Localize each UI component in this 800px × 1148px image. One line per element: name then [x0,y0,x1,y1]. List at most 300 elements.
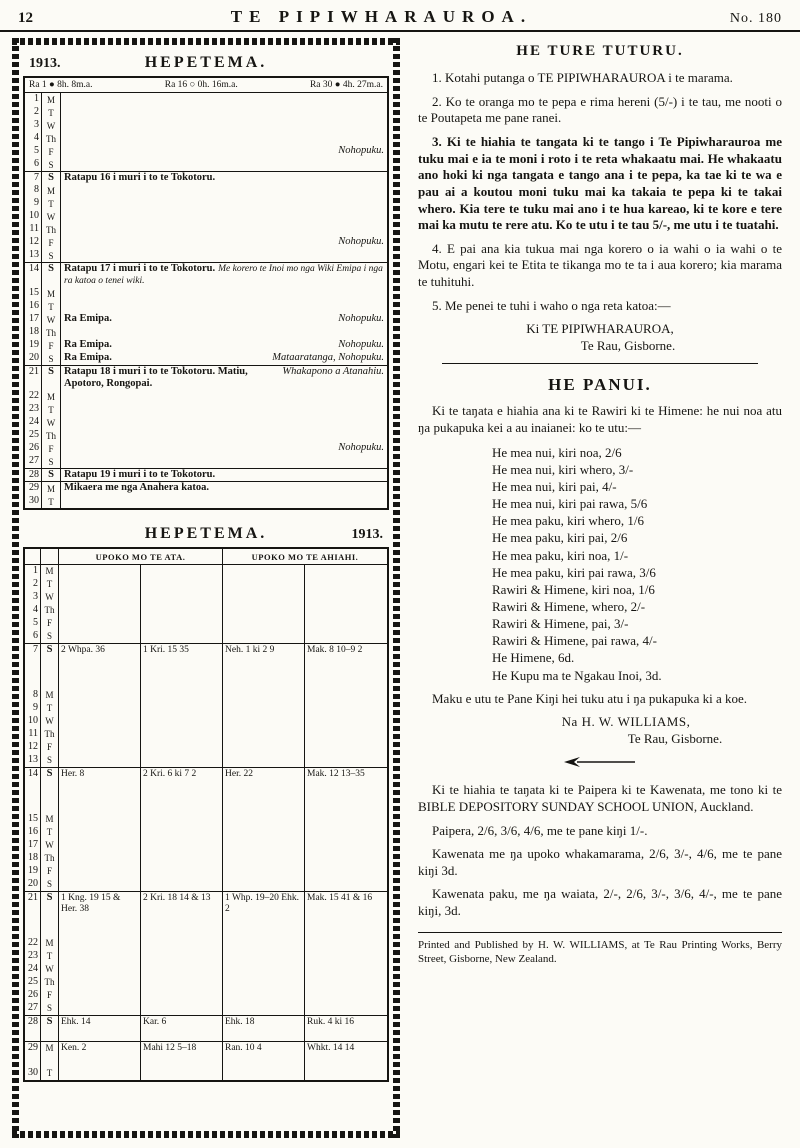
day-letter: F [41,865,59,878]
reading-morning-1: Her. 8 [59,768,141,813]
reading-evening-2 [305,963,387,976]
day-letter: M [41,1042,59,1067]
reading-evening-2 [305,591,387,604]
price-list-item: He mea paku, kiri pai, 2/6 [492,530,628,546]
calendar-day-row [25,119,387,132]
day-letter: W [42,119,61,132]
day-entry [61,93,387,106]
price-list-item: He mea nui, kiri pai rawa, 5/6 [492,496,648,512]
day-letter: Th [41,604,59,617]
day-entry [61,429,387,442]
reading-evening-1 [223,826,305,839]
lectionary-day-row [25,950,387,963]
reading-evening-2 [305,715,387,728]
day-number: 20 [25,352,42,365]
day-entry [61,172,387,184]
reading-evening-1 [223,754,305,767]
calendar-day-row [25,210,387,223]
day-number: 15 [25,813,41,826]
price-list-item: Rawiri & Himene, pai, 3/- [492,616,629,632]
reading-evening-2 [305,813,387,826]
reading-evening-1 [223,963,305,976]
day-number: 23 [25,403,42,416]
reading-morning-2: Mahi 12 5–18 [141,1042,223,1067]
calendar2-month: HEPETEMA. [144,525,268,542]
day-letter: M [41,937,59,950]
page-columns [0,32,800,1138]
calendar-day-row [25,468,387,481]
lectionary-day-row [25,767,387,813]
day-entry [61,366,387,390]
reading-morning-1 [59,617,141,630]
day-letter: S [42,352,61,365]
reading-morning-2 [141,989,223,1002]
day-entry [61,106,387,119]
price-list-item: He mea paku, kiri whero, 1/6 [492,513,644,529]
day-number: 19 [25,865,41,878]
calendar-day-row [25,93,387,106]
notice-section-heading: HE PANUI. [548,374,652,394]
day-letter: T [42,106,61,119]
day-number: 26 [25,442,42,455]
price-list-item: He mea nui, kiri pai, 4/- [492,478,617,494]
lectionary-rows [25,565,387,1080]
day-number: 18 [25,852,41,865]
reading-evening-1 [223,728,305,741]
day-entry [61,210,387,223]
day-entry [61,223,387,236]
day-letter: W [42,313,61,326]
reading-evening-1 [223,604,305,617]
reading-evening-1 [223,741,305,754]
issue-number: No. 180 [729,11,782,26]
day-note: Nohopuku. [338,145,384,156]
reading-morning-2 [141,1002,223,1015]
day-number: 23 [25,950,41,963]
day-number: 10 [25,210,42,223]
reading-morning-1 [59,950,141,963]
day-number: 26 [25,989,41,1002]
day-entry [61,145,387,158]
day-entry [61,132,387,145]
day-number: 18 [25,326,42,339]
reading-evening-2 [305,565,387,578]
day-letter: Th [42,132,61,145]
arrow-ornament-icon [418,756,782,773]
calendar-day-row [25,442,387,455]
notice-intro: Ki te taŋata e hiahia ana ki te Rawiri ki te Himene: he nui noa atu ŋa pukapuka kei a au inaianei: ko te utu:— [418,403,782,435]
day-letter: W [42,416,61,429]
day-number: 11 [25,223,42,236]
price-list-item: He mea nui, kiri noa, 2/6 [492,444,622,460]
reading-morning-1 [59,852,141,865]
reading-morning-1 [59,839,141,852]
bible-depository-paragraph: Ki te hiahia te taŋata ki te Paipera ki te Kawenata, me tono ki te BIBLE DEPOSITORY SUNDAY SCHOOL UNION, Auckland. [418,782,782,814]
calendar-day-row [25,455,387,468]
reading-morning-1 [59,963,141,976]
reading-evening-2: Ruk. 4 ki 16 [307,1017,354,1027]
day-number: 10 [25,715,41,728]
day-number: 5 [25,617,41,630]
day-number: 6 [25,630,41,643]
reading-morning-2 [141,1067,223,1080]
reading-morning-1 [59,826,141,839]
reading-morning-2: 1 Kri. 15 35 [141,644,223,689]
day-number: 4 [25,132,42,145]
reading-morning-1 [59,813,141,826]
calendar1-month: HEPETEMA. [144,54,268,71]
lectionary-day-row [25,839,387,852]
signature-name: Na H. W. WILLIAMS, [561,714,691,730]
calendar-day-row [25,326,387,339]
lectionary-day-row [25,754,387,767]
price-list-item: Rawiri & Himene, kiri noa, 1/6 [492,581,655,597]
day-number: 16 [25,826,41,839]
rules-paragraphs [418,70,782,314]
day-number: 22 [25,937,41,950]
price-list-item: He mea paku, kiri noa, 1/- [492,547,629,563]
reading-evening-1 [223,702,305,715]
price-list-item: He Kupu ma te Ngakau Inoi, 3d. [492,667,662,683]
day-number: 24 [25,963,41,976]
moon-phase: Ra 30 ● 4h. 27m.a. [309,80,383,90]
reading-morning-2 [141,826,223,839]
reading-evening-2 [305,976,387,989]
day-number: 5 [25,145,42,158]
reading-evening-2: Mak. 8 10–9 2 [307,645,363,655]
calendar-day-row [25,390,387,403]
day-entry [61,197,387,210]
bible-price-paragraph-1: Paipera, 2/6, 3/6, 4/6, me te pane kiŋi 1/-. [432,822,648,838]
calendar-day-row [25,223,387,236]
day-entry [61,263,387,287]
day-number: 21 [25,892,41,937]
reading-morning-1 [59,865,141,878]
lectionary-day-row [25,1015,387,1041]
reading-morning-2 [141,852,223,865]
calendar-day-row [25,287,387,300]
imprint-line: Printed and Published by H. W. WILLIAMS, at Te Rau Printing Works, Berry Street, Gisborne, New Zealand. [418,932,782,967]
reading-evening-2 [305,702,387,715]
lectionary-day-row [25,989,387,1002]
day-entry [61,442,387,455]
day-letter: M [42,482,61,495]
day-number: 30 [25,495,42,508]
text-column [416,38,788,1138]
day-letter: T [42,197,61,210]
calendar-column [12,38,400,1138]
reading-evening-2 [305,989,387,1002]
reading-morning-1 [59,937,141,950]
page-number: 12 [18,10,33,26]
reading-morning-1: 1 Kng. 19 15 & Her. 38 [59,892,141,937]
calendar-day-row [25,262,387,287]
reading-evening-1: Ran. 10 4 [223,1042,305,1067]
day-letter: W [41,715,59,728]
lectionary-day-row [25,604,387,617]
day-letter: S [42,249,61,262]
reading-evening-1: Ehk. 18 [223,1016,305,1041]
reading-morning-1 [59,976,141,989]
day-letter: S [42,455,61,468]
day-letter: T [42,495,61,508]
day-number: 12 [25,236,42,249]
reading-morning-2 [141,865,223,878]
reading-evening-2: Whkt. 14 14 [307,1043,355,1053]
reading-evening-1 [223,689,305,702]
reading-evening-2 [305,839,387,852]
header-day-spacer [25,549,41,564]
day-number: 7 [25,172,42,184]
day-number: 29 [25,1042,41,1067]
day-letter: F [42,339,61,352]
reading-evening-1 [223,1002,305,1015]
signature-place: Te Rau, Gisborne. [627,731,723,746]
lectionary-day-row [25,865,387,878]
day-number: 19 [25,339,42,352]
reading-morning-2 [141,715,223,728]
day-number: 25 [25,429,42,442]
day-main-text: Ra Emipa. [64,313,112,324]
calendar-day-row [25,429,387,442]
reading-evening-1 [223,976,305,989]
reading-morning-2 [141,702,223,715]
calendar-day-row [25,236,387,249]
reading-evening-1: 1 Whp. 19–20 Ehk. 2 [223,892,305,937]
day-letter: M [41,813,59,826]
day-letter: F [41,741,59,754]
day-main-text: Mikaera me nga Anahera katoa. [64,482,209,493]
lectionary-header-row [25,549,387,565]
lectionary-day-row [25,937,387,950]
day-letter: T [41,826,59,839]
reading-evening-2 [305,630,387,643]
lectionary-day-row [25,728,387,741]
day-number: 11 [25,728,41,741]
calendar-day-row [25,313,387,326]
calendar-day-row [25,132,387,145]
calendar-day-row [25,197,387,210]
day-letter: W [41,963,59,976]
day-letter: W [41,591,59,604]
day-number: 27 [25,1002,41,1015]
calendar-day-row [25,106,387,119]
lectionary-day-row [25,891,387,937]
calendar1-title-row [23,53,389,76]
lectionary-day-row [25,689,387,702]
day-letter: Th [41,976,59,989]
lectionary-day-row [25,715,387,728]
day-entry [61,184,387,197]
bible-price-paragraph-3: Kawenata paku, me ŋa waiata, 2/-, 2/6, 3/-, 3/6, 4/-, me te pane kiŋi, 3d. [418,886,782,918]
rules-paragraph: 2. Ko te oranga mo te pepa e rima hereni (5/-) i te tau, me nooti o te Poutapeta me pane ranei. [418,93,782,126]
reading-evening-1 [223,937,305,950]
calendar-day-row [25,495,387,508]
day-number: 9 [25,197,42,210]
calendar-day-row [25,365,387,390]
day-main-text: Ratapu 18 i muri i to te Tokotoru. Matiu, Apotoro, Rongopai. [64,366,248,389]
reading-morning-1 [59,1002,141,1015]
reading-evening-2 [305,826,387,839]
calendar-day-row [25,145,387,158]
calendar-day-row [25,481,387,495]
reading-morning-2 [141,578,223,591]
reading-evening-1: Neh. 1 ki 2 9 [223,644,305,689]
lectionary-day-row [25,643,387,689]
day-main-text: Ra Emipa. [64,339,112,350]
day-entry [61,236,387,249]
day-number: 3 [25,591,41,604]
reading-evening-1 [223,578,305,591]
moon-phase: Ra 1 ● 8h. 8m.a. [29,80,93,90]
reading-evening-2 [305,689,387,702]
reading-evening-1 [223,865,305,878]
morning-readings-header: UPOKO MO TE ATA. [59,549,223,564]
lectionary-day-row [25,963,387,976]
reading-evening-2 [305,937,387,950]
day-letter: F [41,617,59,630]
reading-morning-1 [59,741,141,754]
reading-morning-2 [141,937,223,950]
reading-morning-1 [59,754,141,767]
reading-morning-1 [59,591,141,604]
day-letter: T [42,403,61,416]
reading-morning-1 [59,878,141,891]
day-note: Nohopuku. [338,313,384,324]
day-letter: T [41,702,59,715]
masthead [0,0,800,32]
day-main-text: Ra Emipa. [64,352,112,363]
day-letter: M [42,184,61,197]
rules-paragraph: 1. Kotahi putanga o TE PIPIWHARAUROA i te marama. [432,70,733,86]
day-letter: S [42,469,61,481]
day-entry [61,469,387,481]
day-number: 1 [25,565,41,578]
day-entry [61,249,387,262]
reading-morning-2 [141,689,223,702]
reading-evening-2 [305,741,387,754]
price-list [492,444,782,684]
lectionary-day-row [25,578,387,591]
day-number: 16 [25,300,42,313]
postal-address-line-2: Te Rau, Gisborne. [580,337,676,353]
day-number: 8 [25,184,42,197]
day-number: 13 [25,754,41,767]
day-entry [61,313,387,326]
reading-morning-2 [141,878,223,891]
day-number: 15 [25,287,42,300]
day-sub-text: Me korero te Inoi mo nga Wiki Emipa i nga ra katoa o tenei wiki. [64,264,383,286]
day-letter: S [41,630,59,643]
reading-evening-1 [223,565,305,578]
lectionary-day-row [25,1002,387,1015]
day-letter: Th [42,429,61,442]
price-list-item: Rawiri & Himene, whero, 2/- [492,598,646,614]
day-letter: S [41,878,59,891]
price-list-item: He mea nui, kiri whero, 3/- [492,461,634,477]
reading-morning-2: 2 Kri. 18 14 & 13 [141,892,223,937]
lectionary-day-row [25,826,387,839]
reading-morning-1 [59,578,141,591]
day-letter: F [42,236,61,249]
reading-morning-1: 2 Whpa. 36 [59,644,141,689]
reading-morning-2 [141,754,223,767]
reading-morning-1: Ken. 2 [59,1042,141,1067]
day-letter: S [42,172,61,184]
reading-morning-1 [59,630,141,643]
day-number: 17 [25,313,42,326]
calendar1-rows [25,93,387,508]
reading-evening-2 [305,728,387,741]
day-entry [61,416,387,429]
lectionary-day-row [25,702,387,715]
calendar2-year: 1913. [351,527,383,542]
day-letter: T [41,578,59,591]
reading-morning-2 [141,741,223,754]
day-number: 7 [25,644,41,689]
reading-evening-2 [305,950,387,963]
day-entry [61,390,387,403]
lectionary-day-row [25,591,387,604]
day-number: 21 [25,366,42,390]
lectionary-day-row [25,741,387,754]
reading-evening-2 [305,852,387,865]
newspaper-title: TE PIPIWHARAUROA. [230,7,533,26]
day-letter: F [41,989,59,1002]
day-entry [61,403,387,416]
lectionary-day-row [25,878,387,891]
day-letter: S [41,754,59,767]
day-letter: W [41,839,59,852]
day-number: 8 [25,689,41,702]
day-number: 9 [25,702,41,715]
reading-morning-1 [59,1067,141,1080]
day-letter: F [42,442,61,455]
calendar-day-row [25,339,387,352]
price-list-item: He mea paku, kiri pai rawa, 3/6 [492,564,656,580]
bible-price-paragraph-2: Kawenata me ŋa upoko whakamarama, 2/6, 3/-, 4/6, me te pane kiŋi 3d. [418,846,782,878]
moon-phase: Ra 16 ○ 0h. 16m.a. [164,80,238,90]
day-number: 30 [25,1067,41,1080]
reading-evening-1 [223,950,305,963]
lectionary-day-row [25,617,387,630]
day-number: 25 [25,976,41,989]
rules-paragraph: 5. Me penei te tuhi i waho o nga reta katoa:— [432,297,671,313]
liturgical-calendar-table [23,76,389,510]
moon-phase-row [25,78,387,93]
calendar-day-row [25,249,387,262]
day-letter: W [42,210,61,223]
day-entry [61,352,387,365]
reading-evening-2: Mak. 12 13–35 [307,769,365,779]
reading-morning-1 [59,989,141,1002]
calendar-day-row [25,403,387,416]
day-number: 14 [25,768,41,813]
price-list-item: Rawiri & Himene, pai rawa, 4/- [492,633,657,649]
day-entry [61,482,387,495]
calendar1-year: 1913. [29,56,61,71]
evening-readings-header: UPOKO MO TE AHIAHI. [251,552,359,562]
reading-evening-2 [305,578,387,591]
day-note: Mataaratanga, Nohopuku. [272,352,384,363]
reading-morning-1: Ehk. 14 [59,1016,141,1041]
day-letter: S [41,768,59,813]
rules-paragraph: 4. E pai ana kia tukua mai nga korero o ia wahi o ia wahi o te Motu, engari kei te Etita te tikanga mo te ta i aua korero; kia marama te tuhituhi. [418,240,782,290]
day-number: 4 [25,604,41,617]
reading-morning-2 [141,728,223,741]
reading-morning-1 [59,565,141,578]
reading-evening-1 [223,839,305,852]
